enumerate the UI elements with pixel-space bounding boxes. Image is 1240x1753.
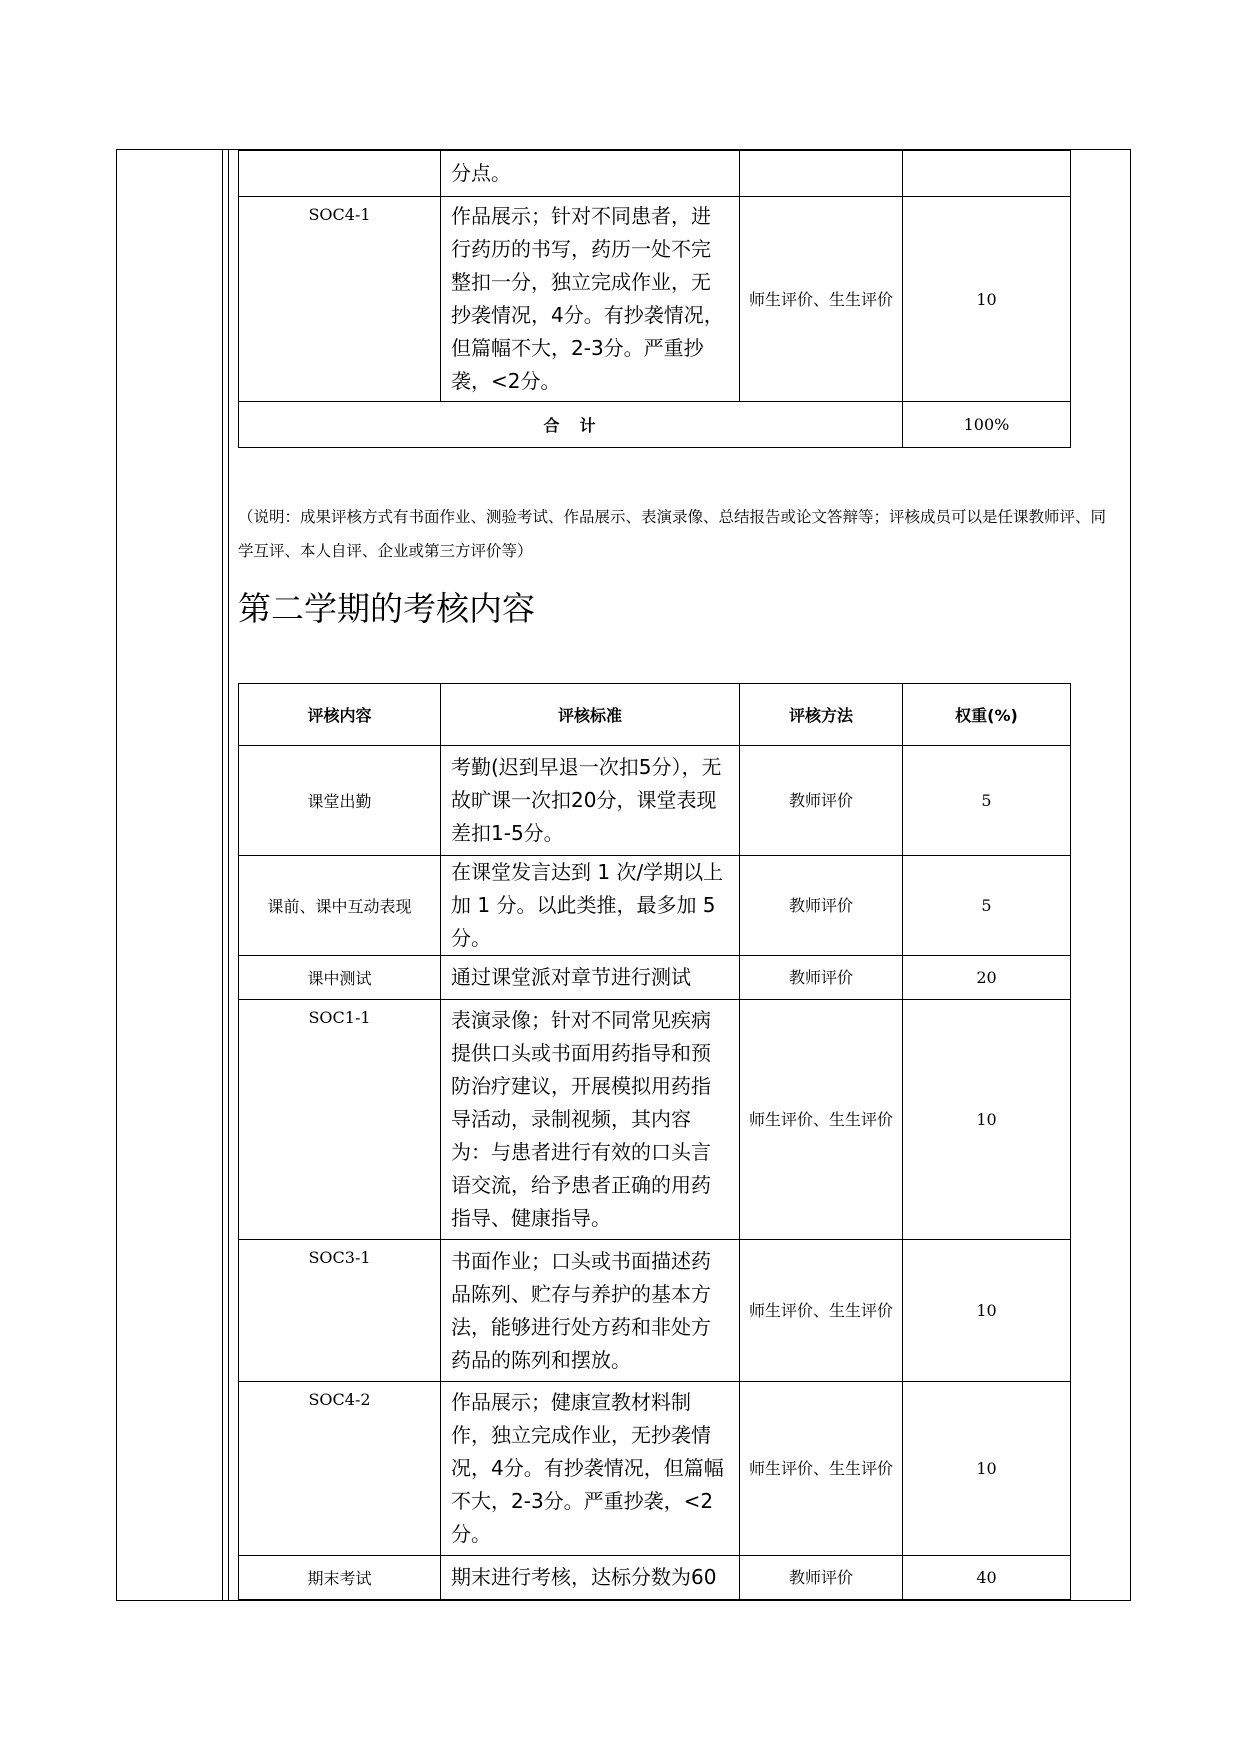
weight-cell: 5: [903, 746, 1071, 856]
weight-cell: 20: [903, 956, 1071, 1000]
table-row: [239, 746, 1071, 856]
method-cell: [740, 151, 903, 197]
standard-cell: 表演录像；针对不同常见疾病提供口头或书面用药指导和预防治疗建议，开展模拟用药指导活动，录制视频，其内容为：与患者进行有效的口头言语交流，给予患者正确的用药指导、健康指导。: [441, 1000, 740, 1240]
assessment-table-semester-1: [238, 150, 1071, 448]
table-row: [239, 197, 1071, 402]
standard-cell: 分点。: [441, 151, 740, 197]
method-cell: 教师评价: [740, 956, 903, 1000]
weight-cell: 5: [903, 856, 1071, 956]
content-cell: 课堂出勤: [239, 746, 441, 856]
table-row: [239, 1000, 1071, 1240]
outer-frame-right: [1130, 149, 1131, 1601]
standard-cell: 在课堂发言达到 1 次/学期以上加 1 分。以此类推，最多加 5 分。: [441, 856, 740, 956]
method-cell: 师生评价、生生评价: [740, 1240, 903, 1382]
weight-cell: 10: [903, 1000, 1071, 1240]
weight-cell: [903, 151, 1071, 197]
method-cell: 师生评价、生生评价: [740, 197, 903, 402]
table-row: [239, 1240, 1071, 1382]
outer-frame-inner-left-1: [222, 149, 223, 1601]
content-cell: 课前、课中互动表现: [239, 856, 441, 956]
header-weight: 权重(%): [903, 684, 1071, 746]
content-cell: 期末考试: [239, 1556, 441, 1600]
standard-cell: 期末进行考核，达标分数为60: [441, 1556, 740, 1600]
header-content: 评核内容: [239, 684, 441, 746]
weight-cell: 40: [903, 1556, 1071, 1600]
standard-cell: 通过课堂派对章节进行测试: [441, 956, 740, 1000]
total-value: 100%: [903, 402, 1071, 448]
content-cell: SOC1-1: [239, 1000, 441, 1240]
content-cell: SOC3-1: [239, 1240, 441, 1382]
table-row: [239, 1382, 1071, 1556]
section-title: 第二学期的考核内容: [238, 589, 535, 628]
content-cell: [239, 151, 441, 197]
content-cell: SOC4-1: [239, 197, 441, 402]
method-cell: 教师评价: [740, 1556, 903, 1600]
assessment-table-semester-2: [238, 683, 1071, 1600]
table-row: [239, 151, 1071, 197]
table-row: [239, 1556, 1071, 1600]
content-cell: 课中测试: [239, 956, 441, 1000]
standard-cell: 作品展示；健康宣教材料制作，独立完成作业，无抄袭情况，4分。有抄袭情况，但篇幅不大，2-3分。严重抄袭，<2分。: [441, 1382, 740, 1556]
header-standard: 评核标准: [441, 684, 740, 746]
method-cell: 师生评价、生生评价: [740, 1382, 903, 1556]
standard-cell: 考勤(迟到早退一次扣5分），无故旷课一次扣20分，课堂表现差扣1-5分。: [441, 746, 740, 856]
outer-frame-left: [116, 149, 117, 1601]
header-method: 评核方法: [740, 684, 903, 746]
header-row: [239, 684, 1071, 746]
weight-cell: 10: [903, 1240, 1071, 1382]
weight-cell: 10: [903, 1382, 1071, 1556]
weight-cell: 10: [903, 197, 1071, 402]
standard-cell: 作品展示；针对不同患者，进行药历的书写，药历一处不完整扣一分，独立完成作业，无抄袭情况，4分。有抄袭情况，但篇幅不大，2-3分。严重抄袭，<2分。: [441, 197, 740, 402]
outer-frame-inner-left-2: [228, 149, 229, 1601]
method-cell: 教师评价: [740, 856, 903, 956]
explanatory-note: （说明：成果评核方式有书面作业、测验考试、作品展示、表演录像、总结报告或论文答辩等；评核成员可以是任课教师评、同学互评、本人自评、企业或第三方评价等）: [238, 508, 1107, 560]
method-cell: 教师评价: [740, 746, 903, 856]
content-cell: SOC4-2: [239, 1382, 441, 1556]
table-row: [239, 856, 1071, 956]
total-row: [239, 402, 1071, 448]
table-row: [239, 956, 1071, 1000]
outer-frame-bottom: [116, 1600, 1131, 1601]
method-cell: 师生评价、生生评价: [740, 1000, 903, 1240]
standard-cell: 书面作业；口头或书面描述药品陈列、贮存与养护的基本方法，能够进行处方药和非处方药品的陈列和摆放。: [441, 1240, 740, 1382]
total-label: 合 计: [239, 402, 903, 448]
